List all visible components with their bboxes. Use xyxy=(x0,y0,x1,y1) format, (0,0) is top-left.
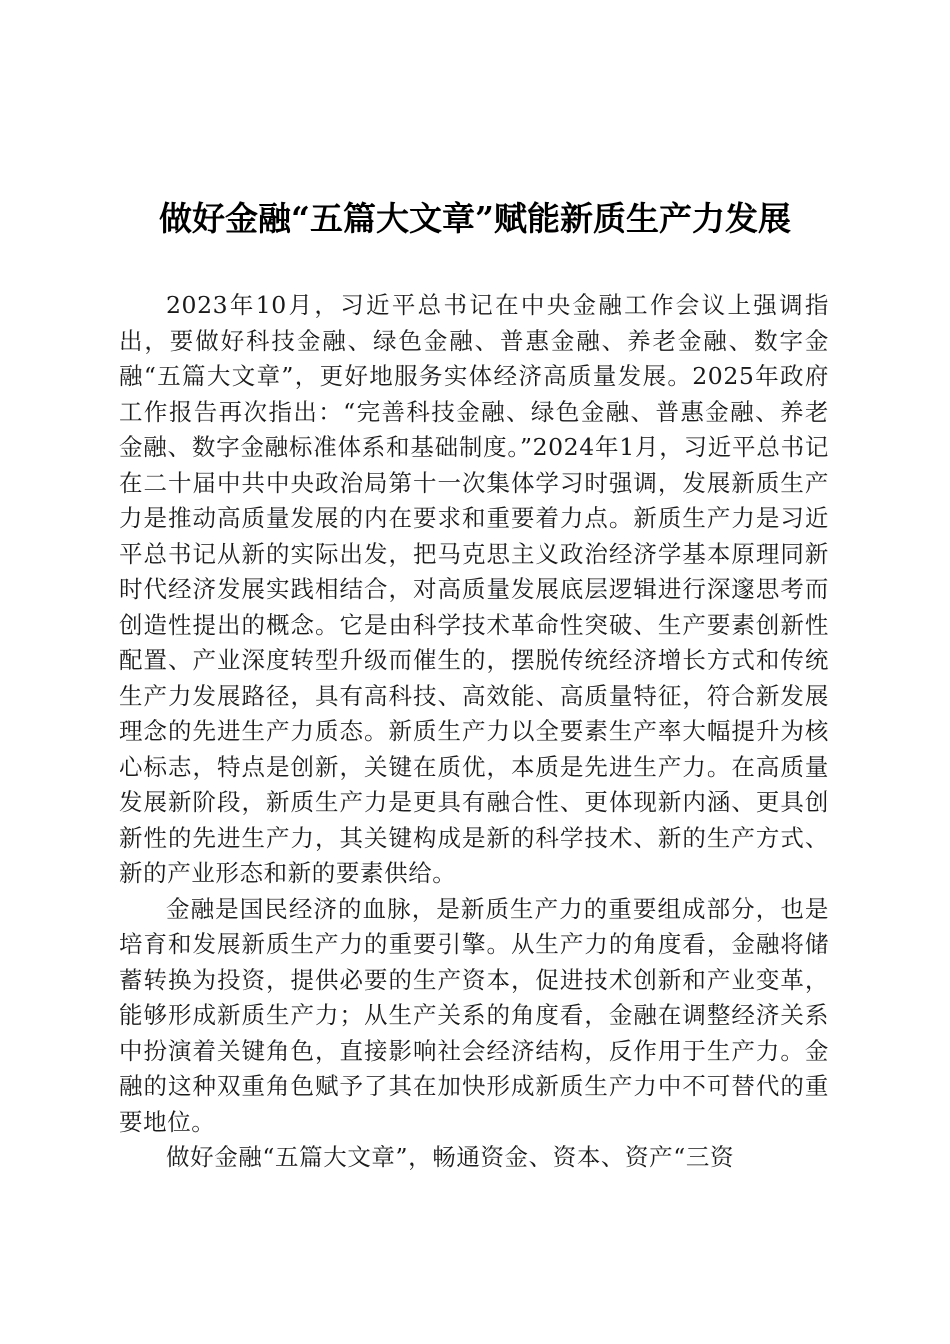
document-title: 做好金融“五篇大文章”赋能新质生产力发展 xyxy=(159,199,791,238)
paragraph-1: 2023年10月，习近平总书记在中央金融工作会议上强调指出，要做好科技金融、绿色金融、普惠金融、养老金融、数字金融“五篇大文章”，更好地服务实体经济高质量发展。2025年政府工作报告再次指出：“完善科技金融、绿色金融、普惠金融、养老金融、数字金融标准体系和基础制度。”2024年1月，习近平总书记在二十届中共中央政治局第十一次集体学习时强调，发展新质生产力是推动高质量发展的内在要求和重要着力点。新质生产力是习近平总书记从新的实际出发，把马克思主义政治经济学基本原理同新时代经济发展实践相结合，对高质量发展底层逻辑进行深邃思考而创造性提出的概念。它是由科学技术革命性突破、生产要素创新性配置、产业深度转型升级而催生的，摆脱传统经济增长方式和传统生产力发展路径，具有高科技、高效能、高质量特征，符合新发展理念的先进生产力质态。新质生产力以全要素生产率大幅提升为核心标志，特点是创新，关键在质优，本质是先进生产力。在高质量发展新阶段，新质生产力是更具有融合性、更体现新内涵、更具创新性的先进生产力，其关键构成是新的科学技术、新的生产方式、新的产业形态和新的要素供给。 xyxy=(119,291,829,887)
paragraph-2: 金融是国民经济的血脉，是新质生产力的重要组成部分，也是培育和发展新质生产力的重要引擎。从生产力的角度看，金融将储蓄转换为投资，提供必要的生产资本，促进技术创新和产业变革，能够形成新质生产力；从生产关系的角度看，金融在调整经济关系中扮演着关键角色，直接影响社会经济结构，反作用于生产力。金融的这种双重角色赋予了其在加快形成新质生产力中不可替代的重要地位。 xyxy=(119,894,829,1136)
paragraph-3: 做好金融“五篇大文章”，畅通资金、资本、资产“三资 xyxy=(166,1143,735,1171)
document-body xyxy=(119,288,829,1176)
